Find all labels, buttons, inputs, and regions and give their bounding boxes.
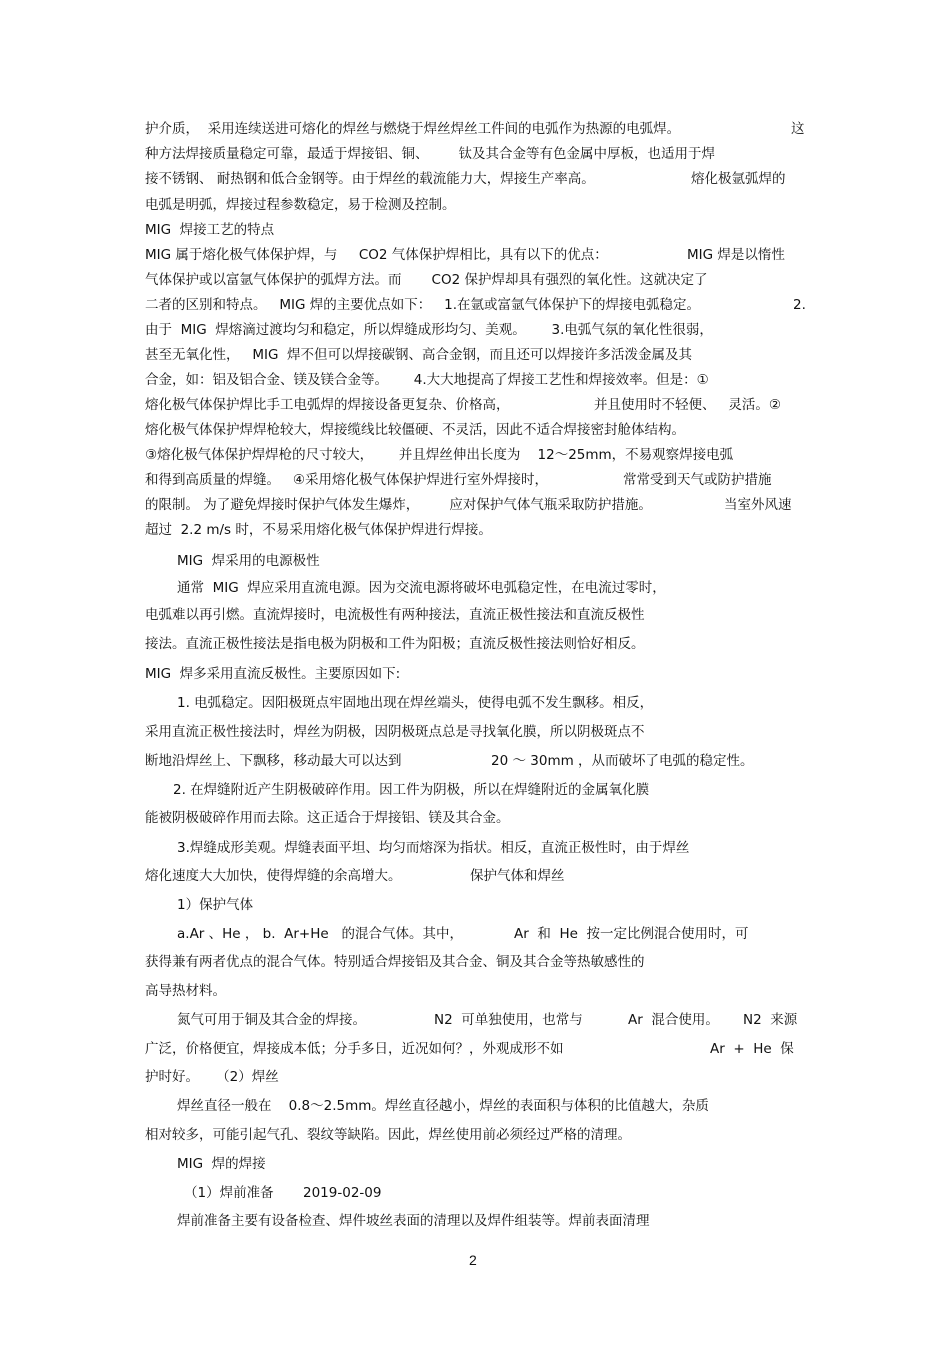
text-line: a.Ar 、He ， b. Ar+He 的混合气体。其中，	[177, 926, 464, 942]
text-line: Ar 和 He 按一定比例混合使用时，可	[514, 926, 749, 942]
text-line: 3.焊缝成形美观。焊缝表面平坦、均匀而熔深为指状。相反，直流正极性时，由于焊丝	[177, 840, 690, 856]
text-line: 1. 电弧稳定。因阳极斑点牢固地出现在焊丝端头，使得电弧不发生飘移。相反，	[177, 695, 654, 711]
section-heading: 1）保护气体	[177, 897, 254, 913]
text-line: 高导热材料。	[145, 983, 226, 999]
text-line: 熔化速度大大加快，使得焊缝的余高增大。	[145, 868, 402, 884]
text-line: N2 可单独使用，也常与	[434, 1012, 583, 1028]
text-line: 广泛，价格便宜，焊接成本低；分手多日，近况如何？，外观成形不如	[145, 1041, 564, 1057]
section-heading: （1）焊前准备	[184, 1185, 274, 1201]
text-line: 当室外风速	[724, 497, 792, 513]
text-line: 2.	[793, 297, 806, 313]
text-line: ③熔化极气体保护焊焊枪的尺寸较大， 并且焊丝伸出长度为 12～25mm，不易观察焊接电弧	[145, 447, 734, 463]
text-line: 熔化极氩弧焊的	[691, 171, 786, 187]
text-line: 2. 在焊缝附近产生阴极破碎作用。因工件为阴极，所以在焊缝附近的金属氧化膜	[173, 782, 650, 798]
text-line: MIG 焊是以惰性	[687, 247, 785, 263]
text-line: 断地沿焊丝上、下飘移，移动最大可以达到	[145, 753, 402, 769]
text-line: 熔化极气体保护焊比手工电弧焊的焊接设备更复杂、价格高，	[145, 397, 510, 413]
text-line: 采用直流正极性接法时，焊丝为阴极，因阴极斑点总是寻找氧化膜，所以阴极斑点不	[145, 724, 645, 740]
text-line: 相对较多，可能引起气孔、裂纹等缺陷。因此，焊丝使用前必须经过严格的清理。	[145, 1127, 631, 1143]
text-line: 20 ～ 30mm ，从而破坏了电弧的稳定性。	[491, 753, 754, 769]
text-line: 焊前准备主要有设备检查、焊件坡丝表面的清理以及焊件组装等。焊前表面清理	[177, 1213, 650, 1229]
text-line: Ar + He 保	[710, 1041, 794, 1057]
section-heading: MIG 焊采用的电源极性	[177, 553, 320, 569]
text-line: 能被阴极破碎作用而去除。这正适合于焊接铝、镁及其合金。	[145, 810, 510, 826]
text-line: 合金，如：铝及铝合金、镁及镁合金等。 4.大大地提高了焊接工艺性和焊接效率。但是：①	[145, 372, 709, 388]
text-line: 接法。直流正极性接法是指电极为阴极和工件为阳极；直流反极性接法则恰好相反。	[145, 636, 645, 652]
text-line: 种方法焊接质量稳定可靠，最适于焊接铝、铜、 钛及其合金等有色金属中厚板，也适用于焊	[145, 146, 716, 162]
text-line: 电弧难以再引燃。直流焊接时，电流极性有两种接法，直流正极性接法和直流反极性	[145, 607, 645, 623]
text-line: MIG 属于熔化极气体保护焊，与 CO2 气体保护焊相比，具有以下的优点：	[145, 247, 608, 263]
date-text: 2019-02-09	[303, 1185, 382, 1201]
text-line: 的限制。 为了避免焊接时保护气体发生爆炸， 应对保护气体气瓶采取防护措施。	[145, 497, 652, 513]
section-heading: 保护气体和焊丝	[470, 868, 565, 884]
text-line: 接不锈钢、 耐热钢和低合金钢等。由于焊丝的载流能力大，焊接生产率高。	[145, 171, 595, 187]
text-line: 气体保护或以富氩气体保护的弧焊方法。而 CO2 保护焊却具有强烈的氧化性。这就决定了	[145, 272, 708, 288]
text-line: 氮气可用于铜及其合金的焊接。	[177, 1012, 366, 1028]
text-line: 电弧是明弧，焊接过程参数稳定，易于检测及控制。	[145, 197, 456, 213]
section-heading: MIG 焊的焊接	[177, 1156, 266, 1172]
text-line: 这	[791, 121, 805, 137]
text-line: N2 来源	[743, 1012, 798, 1028]
text-line: 护时好。 （2）焊丝	[145, 1069, 279, 1085]
text-line: 焊丝直径一般在 0.8～2.5mm。焊丝直径越小，焊丝的表面积与体积的比值越大，杂质	[177, 1098, 709, 1114]
text-line: 二者的区别和特点。 MIG 焊的主要优点如下： 1.在氩或富氩气体保护下的焊接电弧稳定。	[145, 297, 701, 313]
text-line: 常常受到天气或防护措施	[623, 472, 772, 488]
text-line: 护介质， 采用连续送进可熔化的焊丝与燃烧于焊丝焊丝工件间的电弧作为热源的电弧焊。	[145, 121, 681, 137]
section-heading: MIG 焊接工艺的特点	[145, 222, 275, 238]
text-line: 通常 MIG 焊应采用直流电源。因为交流电源将破坏电弧稳定性，在电流过零时，	[177, 580, 666, 596]
text-line: 获得兼有两者优点的混合气体。特别适合焊接铝及其合金、铜及其合金等热敏感性的	[145, 954, 645, 970]
text-line: MIG 焊多采用直流反极性。主要原因如下:	[145, 666, 401, 682]
page-number: 2	[469, 1252, 477, 1268]
text-line: 和得到高质量的焊缝。 ④采用熔化极气体保护焊进行室外焊接时，	[145, 472, 548, 488]
text-line: 超过 2.2 m/s 时，不易采用熔化极气体保护焊进行焊接。	[145, 522, 492, 538]
text-line: Ar 混合使用。	[628, 1012, 719, 1028]
text-line: 并且使用时不轻便、 灵活。②	[594, 397, 781, 413]
text-line: 由于 MIG 焊熔滴过渡均匀和稳定，所以焊缝成形均匀、美观。 3.电弧气氛的氧化性很弱，	[145, 322, 713, 338]
text-line: 甚至无氧化性， MIG 焊不但可以焊接碳钢、高合金钢，而且还可以焊接许多活泼金属及其	[145, 347, 693, 363]
text-line: 熔化极气体保护焊焊枪较大，焊接缆线比较僵硬、不灵活，因此不适合焊接密封舱体结构。	[145, 422, 685, 438]
